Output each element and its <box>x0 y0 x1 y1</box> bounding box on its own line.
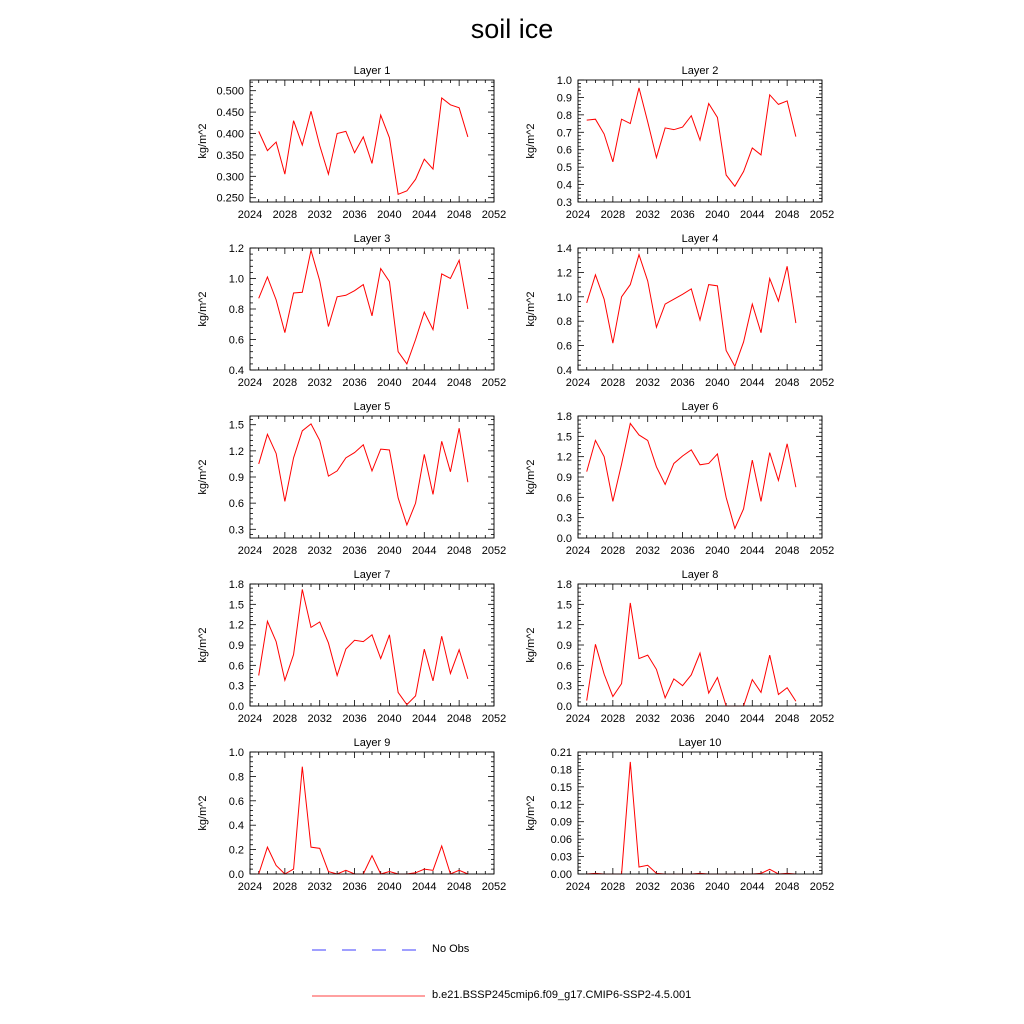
y-axis-label: kg/m^2 <box>525 123 537 159</box>
y-tick-label: 0.7 <box>556 127 572 140</box>
y-tick-label: 1.5 <box>228 419 244 432</box>
y-tick-label: 0.9 <box>556 640 572 652</box>
plot-frame <box>578 248 822 370</box>
chart-title: Layer 7 <box>353 569 391 581</box>
y-tick-label: 0.21 <box>550 747 572 759</box>
x-tick-label: 2040 <box>705 881 730 893</box>
x-tick-label: 2024 <box>237 713 263 725</box>
chart-title: Layer 2 <box>681 65 719 77</box>
y-tick-label: 1.8 <box>556 579 572 591</box>
x-tick-label: 2036 <box>670 713 695 725</box>
x-tick-label: 2036 <box>670 545 695 557</box>
y-tick-label: 0.2 <box>228 844 244 857</box>
series-line <box>587 603 796 706</box>
x-tick-label: 2036 <box>670 209 695 221</box>
x-tick-label: 2032 <box>307 545 332 557</box>
y-tick-label: 0.3 <box>556 512 572 525</box>
x-tick-label: 2048 <box>774 881 800 893</box>
y-tick-label: 1.0 <box>556 75 572 87</box>
series-line <box>259 250 468 364</box>
y-tick-label: 0.3 <box>228 680 244 693</box>
x-tick-label: 2044 <box>740 881 765 893</box>
x-tick-label: 2032 <box>307 377 332 389</box>
x-tick-label: 2040 <box>377 545 402 557</box>
y-tick-label: 0.09 <box>550 816 572 829</box>
chart-panel-2 <box>525 65 834 221</box>
y-axis-label: kg/m^2 <box>197 123 209 159</box>
x-tick-label: 2032 <box>635 377 660 389</box>
y-axis-label: kg/m^2 <box>525 291 537 327</box>
x-tick-label: 2044 <box>412 209 437 221</box>
legend-obs-label: No Obs <box>432 943 470 955</box>
plot-frame <box>250 416 494 538</box>
y-tick-label: 1.5 <box>556 599 572 612</box>
y-tick-label: 1.2 <box>228 243 244 255</box>
y-tick-label: 0.6 <box>228 498 244 511</box>
plot-frame <box>578 752 822 874</box>
chart-title: Layer 5 <box>353 401 391 413</box>
chart-panel-8 <box>525 569 834 725</box>
x-tick-label: 2028 <box>272 545 298 557</box>
x-tick-label: 2024 <box>237 881 263 893</box>
x-tick-label: 2036 <box>342 545 367 557</box>
x-tick-label: 2040 <box>377 713 402 725</box>
x-tick-label: 2044 <box>740 377 765 389</box>
chart-title: Layer 10 <box>678 737 722 749</box>
y-axis-label: kg/m^2 <box>525 627 537 663</box>
x-tick-label: 2028 <box>600 545 626 557</box>
x-tick-label: 2032 <box>635 545 660 557</box>
y-tick-label: 0.4 <box>556 365 572 377</box>
x-tick-label: 2032 <box>307 881 332 893</box>
x-tick-label: 2048 <box>774 377 800 389</box>
x-tick-label: 2044 <box>740 209 765 221</box>
x-tick-label: 2024 <box>565 881 591 893</box>
y-tick-label: 0.8 <box>228 771 244 784</box>
y-tick-label: 1.2 <box>556 619 572 632</box>
x-tick-label: 2028 <box>600 881 626 893</box>
y-tick-label: 1.5 <box>556 431 572 444</box>
x-tick-label: 2048 <box>446 881 472 893</box>
y-axis-label: kg/m^2 <box>197 627 209 663</box>
x-tick-label: 2024 <box>565 713 591 725</box>
y-tick-label: 0.0 <box>556 701 572 713</box>
y-tick-label: 0.06 <box>550 834 572 847</box>
series-line <box>259 767 468 874</box>
y-tick-label: 1.0 <box>228 747 244 759</box>
plot-frame <box>578 584 822 706</box>
plot-frame <box>250 80 494 202</box>
chart-title: Layer 1 <box>353 65 391 77</box>
x-tick-label: 2052 <box>481 209 507 221</box>
y-tick-label: 0.6 <box>556 340 572 353</box>
y-tick-label: 0.4 <box>228 820 244 833</box>
y-tick-label: 0.400 <box>216 128 244 141</box>
y-tick-label: 1.0 <box>228 273 244 286</box>
x-tick-label: 2044 <box>412 713 437 725</box>
y-tick-label: 0.0 <box>556 533 572 545</box>
x-tick-label: 2032 <box>635 713 660 725</box>
chart-panel-5 <box>197 401 506 557</box>
figure-title: soil ice <box>470 14 554 44</box>
y-tick-label: 0.00 <box>550 869 572 881</box>
x-tick-label: 2036 <box>342 377 367 389</box>
y-tick-label: 0.9 <box>556 92 572 105</box>
x-tick-label: 2028 <box>272 377 298 389</box>
series-line <box>259 589 468 704</box>
series-line <box>587 255 796 367</box>
x-tick-label: 2052 <box>809 881 835 893</box>
y-tick-label: 1.5 <box>228 599 244 612</box>
y-axis-label: kg/m^2 <box>525 795 537 831</box>
y-tick-label: 0.03 <box>550 851 572 864</box>
legend-model-label: b.e21.BSSP245cmip6.f09_g17.CMIP6-SSP2-4.5.001 <box>432 989 692 1001</box>
y-tick-label: 0.3 <box>228 524 244 537</box>
x-tick-label: 2048 <box>774 209 800 221</box>
x-tick-label: 2032 <box>635 881 660 893</box>
x-tick-label: 2040 <box>705 545 730 557</box>
x-tick-label: 2040 <box>377 377 402 389</box>
x-tick-label: 2048 <box>774 545 800 557</box>
y-tick-label: 0.0 <box>228 869 244 881</box>
x-tick-label: 2036 <box>342 209 367 221</box>
y-tick-label: 1.2 <box>556 451 572 464</box>
x-tick-label: 2040 <box>705 377 730 389</box>
x-tick-label: 2028 <box>600 209 626 221</box>
y-tick-label: 0.18 <box>550 764 572 777</box>
plot-frame <box>250 584 494 706</box>
y-tick-label: 0.3 <box>556 197 572 209</box>
y-axis-label: kg/m^2 <box>525 459 537 495</box>
x-tick-label: 2044 <box>740 713 765 725</box>
x-tick-label: 2044 <box>412 881 437 893</box>
x-tick-label: 2048 <box>446 713 472 725</box>
chart-panel-6 <box>525 401 834 557</box>
y-tick-label: 0.8 <box>556 316 572 329</box>
y-axis-label: kg/m^2 <box>197 291 209 327</box>
y-tick-label: 0.9 <box>228 640 244 652</box>
y-tick-label: 1.0 <box>556 291 572 304</box>
x-tick-label: 2028 <box>272 713 298 725</box>
x-tick-label: 2048 <box>446 545 472 557</box>
chart-panel-7 <box>197 569 506 725</box>
x-tick-label: 2028 <box>600 713 626 725</box>
x-tick-label: 2028 <box>272 881 298 893</box>
x-tick-label: 2048 <box>774 713 800 725</box>
chart-panel-3 <box>197 233 506 389</box>
x-tick-label: 2028 <box>272 209 298 221</box>
x-tick-label: 2024 <box>565 545 591 557</box>
y-tick-label: 0.500 <box>216 85 244 98</box>
y-axis-label: kg/m^2 <box>197 459 209 495</box>
x-tick-label: 2048 <box>446 209 472 221</box>
y-tick-label: 0.8 <box>228 304 244 316</box>
x-tick-label: 2052 <box>809 377 835 389</box>
x-tick-label: 2052 <box>481 377 507 389</box>
chart-panel-9 <box>197 737 506 893</box>
x-tick-label: 2024 <box>237 545 263 557</box>
y-tick-label: 0.450 <box>216 107 244 120</box>
x-tick-label: 2052 <box>809 209 835 221</box>
plot-frame <box>578 416 822 538</box>
y-tick-label: 0.5 <box>556 162 572 175</box>
chart-panel-1 <box>197 65 506 221</box>
y-tick-label: 0.250 <box>216 192 244 205</box>
x-tick-label: 2052 <box>481 881 507 893</box>
x-tick-label: 2024 <box>565 377 591 389</box>
x-tick-label: 2032 <box>307 713 332 725</box>
y-tick-label: 0.300 <box>216 171 244 184</box>
y-tick-label: 0.6 <box>556 144 572 157</box>
x-tick-label: 2048 <box>446 377 472 389</box>
y-tick-label: 0.12 <box>550 799 572 812</box>
x-tick-label: 2036 <box>670 377 695 389</box>
series-line <box>259 424 468 525</box>
x-tick-label: 2036 <box>342 713 367 725</box>
y-tick-label: 1.8 <box>228 579 244 591</box>
y-tick-label: 0.4 <box>228 365 244 377</box>
x-tick-label: 2040 <box>705 209 730 221</box>
x-tick-label: 2044 <box>740 545 765 557</box>
y-tick-label: 0.6 <box>228 795 244 808</box>
x-tick-label: 2052 <box>481 545 507 557</box>
y-tick-label: 0.350 <box>216 149 244 162</box>
y-tick-label: 0.8 <box>556 109 572 122</box>
x-tick-label: 2028 <box>600 377 626 389</box>
x-tick-label: 2052 <box>809 545 835 557</box>
y-tick-label: 0.6 <box>556 660 572 673</box>
x-tick-label: 2032 <box>307 209 332 221</box>
series-line <box>587 423 796 528</box>
x-tick-label: 2036 <box>670 881 695 893</box>
plot-frame <box>250 248 494 370</box>
x-tick-label: 2044 <box>412 377 437 389</box>
x-tick-label: 2040 <box>705 713 730 725</box>
y-tick-label: 0.15 <box>550 781 572 794</box>
x-tick-label: 2052 <box>809 713 835 725</box>
y-tick-label: 0.9 <box>556 472 572 484</box>
x-tick-label: 2036 <box>342 881 367 893</box>
y-tick-label: 1.4 <box>556 243 572 255</box>
x-tick-label: 2024 <box>237 209 263 221</box>
chart-title: Layer 9 <box>353 737 391 749</box>
y-tick-label: 0.6 <box>228 660 244 673</box>
y-tick-label: 1.8 <box>556 411 572 423</box>
chart-panel-4 <box>525 233 834 389</box>
chart-panel-10 <box>525 737 834 893</box>
x-tick-label: 2044 <box>412 545 437 557</box>
x-tick-label: 2024 <box>237 377 263 389</box>
y-tick-label: 0.6 <box>556 492 572 505</box>
y-tick-label: 0.3 <box>556 680 572 693</box>
y-tick-label: 1.2 <box>556 267 572 280</box>
series-line <box>587 88 796 186</box>
chart-title: Layer 4 <box>681 233 719 245</box>
y-tick-label: 0.9 <box>228 472 244 484</box>
x-tick-label: 2040 <box>377 881 402 893</box>
x-tick-label: 2052 <box>481 713 507 725</box>
chart-title: Layer 6 <box>681 401 719 413</box>
chart-title: Layer 3 <box>353 233 391 245</box>
y-tick-label: 0.6 <box>228 334 244 347</box>
series-line <box>587 762 796 874</box>
x-tick-label: 2032 <box>635 209 660 221</box>
x-tick-label: 2024 <box>565 209 591 221</box>
y-axis-label: kg/m^2 <box>197 795 209 831</box>
series-line <box>259 98 468 194</box>
x-tick-label: 2040 <box>377 209 402 221</box>
y-tick-label: 1.2 <box>228 619 244 632</box>
chart-title: Layer 8 <box>681 569 719 581</box>
y-tick-label: 0.0 <box>228 701 244 713</box>
y-tick-label: 1.2 <box>228 445 244 458</box>
y-tick-label: 0.4 <box>556 179 572 192</box>
